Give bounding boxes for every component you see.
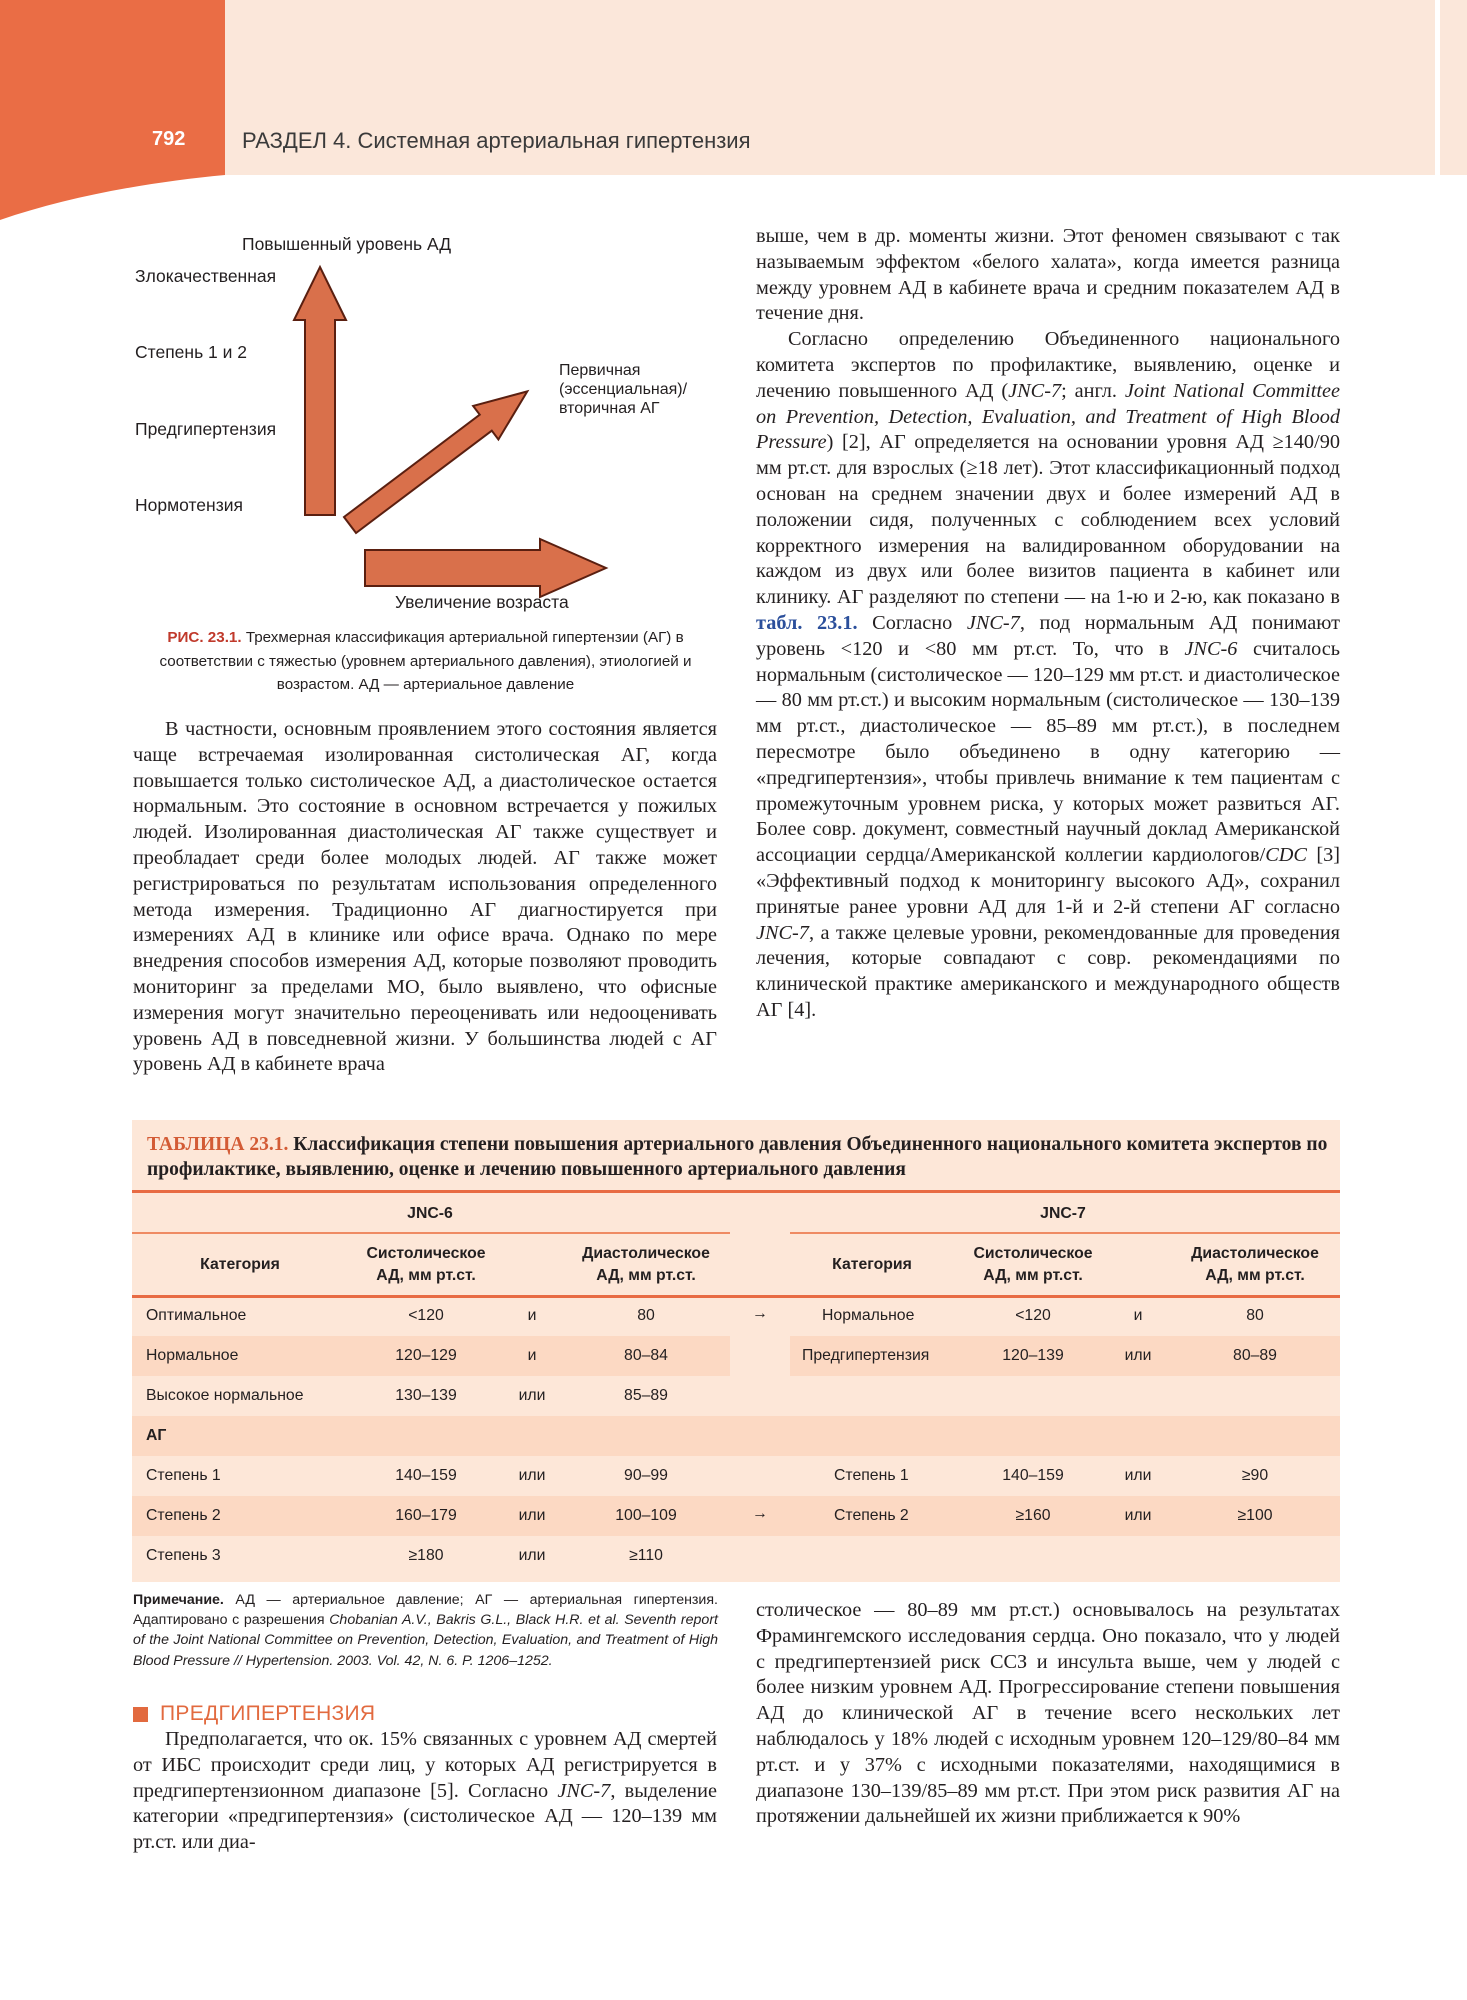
level-label: Нормотензия [135, 495, 243, 515]
left-column-text-2 [133, 1727, 717, 1856]
jnc6-underline [132, 1232, 730, 1234]
figure-diagram [120, 225, 688, 625]
col-header-systolic: Систолическое АД, мм рт.ст. [366, 1245, 486, 1284]
table-label: ТАБЛИЦА 23.1. [147, 1134, 289, 1155]
row-band [132, 1416, 1340, 1456]
table-caption: Классификация степени повышения артериального давления Объединенного национального комитета экспертов по профилактике, выявлению, оценке и лечению повышенного артериального давления [147, 1134, 1328, 1180]
page-number: 792 [152, 128, 186, 150]
x-axis-label: Увеличение возраста [395, 592, 569, 612]
level-label: Злокачественная [135, 266, 277, 286]
horizontal-arrow [365, 539, 606, 597]
caption-label: РИС. 23.1. [167, 629, 242, 646]
right-column-text-2 [756, 1598, 1340, 1830]
diagonal-label: Первичная [559, 362, 641, 379]
paragraph: столическое — 80–89 мм рт.ст.) основывалось на результатах Фрамингемского исследования сердца. Оно показало, что у людей с предгипертензией риск ССЗ и инсульта выше, чем у людей с более низким уровнем АД. Прогрессирование степени повышения АД до клинической АГ в течение всего нескольких лет наблюдалось у 18% людей с исходным уровнем 120–129/80–84 мм рт.ст. и у 37% с исходными показателями, находящимися в диапазоне 130–139/85–89 мм рт.ст. При этом риск развития АГ на протяжении дальнейшей их жизни приближается к 90% [756, 1599, 1340, 1828]
paragraph: Согласно определению Объединенного национального комитета экспертов по профилактике, выявлению, оценке и лечению повышенного АД (JNC-7; англ. Joint National Committee on Prevention, Detection, Evaluation, and Treatment of High Blood Pressure) [2], АГ определяется на основании уровня АД ≥140/90 мм рт.ст. для взрослых (≥18 лет). Этот классификационный подход основан на среднем значении двух и более измерений АД в положении сидя, полученных с соблюдением всех условий корректного измерения на валидированном оборудовании на каждом из двух или более визитов пациента в кабинет или клинику. АГ разделяют по степени — на 1-ю и 2-ю, как показано в табл. 23.1. Согласно JNC-7, под нормальным АД понимают уровень <120 и <80 мм рт.ст. То, что в JNC-6 считалось нормальным (систолическое — 120–129 мм рт.ст. и диастолическое — 80 мм рт.ст.) и высоким нормальным (систолическое — 130–139 мм рт.ст., диастолическое — 85–89 мм рт.ст.), в последнем пересмотре было объединено в одну категорию — «предгипертензия», чтобы привлечь внимание к тем пациентам с промежуточным уровнем риска, у которых может развиться АГ. Более совр. документ, совместный научный доклад Американской ассоциации сердца/Американской коллегии кардиологов/CDC [3] «Эффективный подход к мониторингу высокого АД», сохранил принятые ранее уровни АД для 1-й и 2-й степени АГ согласно JNC-7, а также целевые уровни, рекомендованные для проведения лечения, которые совпадают с совр. рекомендациями по клинической практике американского и международного обществ АГ [4]. [756, 328, 1341, 1021]
table-title [147, 1132, 1332, 1182]
diagonal-label: (эссенциальная)/ [559, 381, 688, 398]
y-axis-label: Повышенный уровень АД [242, 234, 452, 254]
table-header-rule [132, 1295, 1340, 1298]
section-title: РАЗДЕЛ 4. Системная артериальная гипертензия [242, 128, 751, 153]
diagonal-arrow [337, 375, 540, 542]
col-header-systolic: Систолическое АД, мм рт.ст. [973, 1245, 1093, 1284]
right-column-text [756, 224, 1340, 1024]
bullet-square-icon [133, 1707, 148, 1722]
figure-caption [133, 626, 718, 697]
section-subheading: ПРЕДГИПЕРТЕНЗИЯ [133, 1702, 375, 1726]
jnc6-header: JNC-6 [407, 1205, 453, 1222]
paragraph: Предполагается, что ок. 15% связанных с уровнем АД смертей от ИБС происходит среди лиц, у которых АД регистрируется в предгипертензионном диапазоне [5]. Согласно JNC-7, выделение категории «предгипертензия» (систолическое АД — 120–139 мм рт.ст. или диа- [133, 1728, 717, 1854]
header-right-strip [1440, 0, 1467, 175]
level-label: Степень 1 и 2 [135, 342, 248, 362]
caption-text: Трехмерная классификация артериальной гипертензии (АГ) в соответствии с тяжестью (уровнем артериального давления), этиологией и возрастом. АД — артериальное давление [159, 629, 692, 693]
paragraph: В частности, основным проявлением этого состояния является чаще встречаемая изолированная систолическая АГ, когда повышается только систолическое АД, а диастолическое остается нормальным. Это состояние в основном встречается у пожилых людей. Изолированная диастолическая АГ также существует и преобладает среди более молодых людей. АГ также может регистрироваться по результатам использования определенного метода измерения. Традиционно АГ диагностируется при измерениях АД в клинике или офисе врача. Однако по мере внедрения способов измерения АД, которые позволяют проводить мониторинг за пределами МО, было выявлено, что офисные измерения могут значительно переоценивать или недооценивать уровень АД в повседневной жизни. У большинства людей с АГ уровень АД в кабинете врача [133, 718, 717, 1076]
arrow-icon: → [752, 1305, 768, 1322]
arrow-icon: → [752, 1505, 768, 1522]
col-header-diastolic: Диастолическое АД, мм рт.ст. [582, 1245, 710, 1284]
paragraph: выше, чем в др. моменты жизни. Этот феномен связывают с так называемым эффектом «белого халата», когда имеется разница между уровнем АД в кабинете врача и средним показателем АД в течение дня. [756, 225, 1340, 325]
table-reference-link[interactable]: табл. 23.1. [756, 611, 858, 634]
col-header-category: Категория [832, 1256, 912, 1273]
left-column-text [133, 717, 717, 1078]
jnc7-underline [790, 1232, 1340, 1234]
jnc7-header: JNC-7 [1040, 1205, 1086, 1222]
col-header-category: Категория [200, 1256, 280, 1273]
row-band [132, 1496, 1340, 1536]
col-header-diastolic: Диастолическое АД, мм рт.ст. [1191, 1245, 1319, 1284]
table-note: Примечание. АД — артериальное давление; АГ — артериальная гипертензия. Адаптировано с разрешения Chobanian A.V., Bakris G.L., Black H.R. et al. Seventh report of the Joint National Committee on Prevention, Detection, Evaluation, and Treatment of High Blood Pressure // Hypertension. 2003. Vol. 42, N. 6. P. 1206–1252. [133, 1592, 718, 1669]
table-top-rule [132, 1190, 1340, 1193]
vertical-arrow [294, 267, 346, 515]
level-label: Предгипертензия [135, 419, 277, 439]
diagonal-label: вторичная АГ [559, 400, 660, 417]
